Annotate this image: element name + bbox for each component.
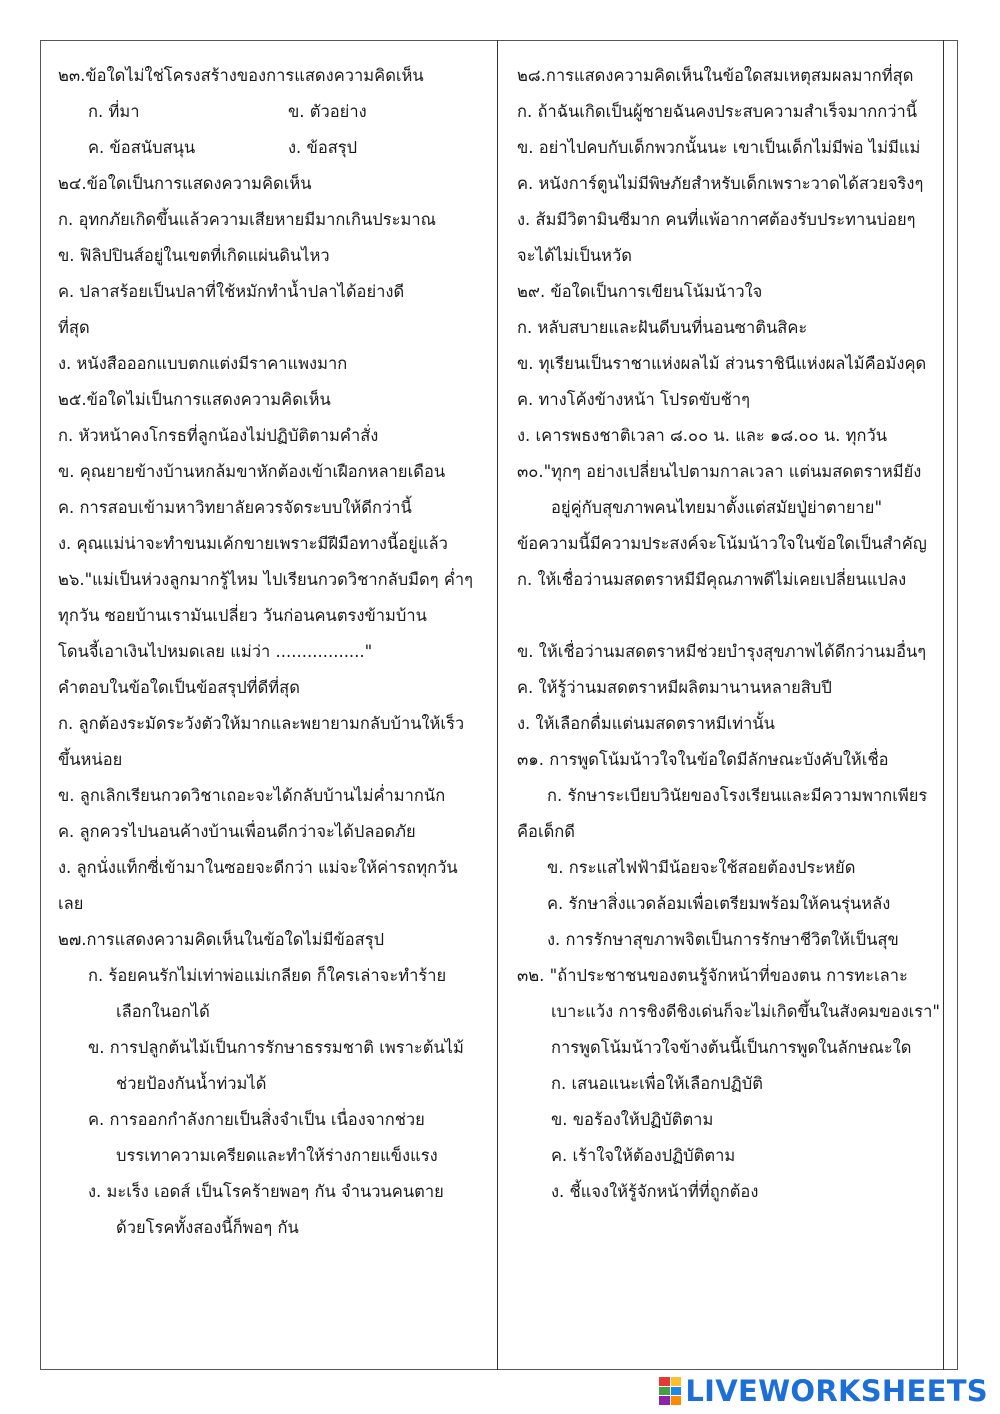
text-line: โดนจี้เอาเงินไปหมดเลย แม่ว่า ................." <box>58 642 373 661</box>
text-line: ก. เสนอแนะเพื่อให้เลือกปฏิบัติ <box>551 1074 763 1093</box>
text-line: ค. ทางโค้งข้างหน้า โปรดขับช้าๆ <box>517 390 750 409</box>
text-line: อยู่คู่กับสุขภาพคนไทยมาตั้งแต่สมัยปู่ย่าตายาย" <box>551 498 883 517</box>
brand-text: LIVEWORKSHEETS <box>685 1374 988 1408</box>
text-line: บรรเทาความเครียดและทำให้ร่างกายแข็งแรง <box>116 1146 438 1165</box>
text-line: ก. ร้อยคนรักไม่เท่าพ่อแม่เกลียด ก็ใครเล่าจะทำร้าย <box>88 966 447 985</box>
question-stem: ๒๓.ข้อใดไม่ใช่โครงสร้างของการแสดงความคิดเห็น <box>58 66 424 85</box>
text-line: ง. ส้มมีวิตามินซีมาก คนที่แพ้อากาศต้องรับประทานบ่อยๆ <box>517 210 916 229</box>
text-line: ข. อย่าไปคบกับเด็กพวกนั้นนะ เขาเป็นเด็กไม่มีพ่อ ไม่มีแม่ <box>517 138 921 157</box>
text-line: ง. เคารพธงชาติเวลา ๘.๐๐ น. และ ๑๘.๐๐ น. ทุกวัน <box>517 426 888 445</box>
text-line: คือเด็กดี <box>517 822 576 841</box>
text-line: ช่วยป้องกันน้ำท่วมได้ <box>116 1074 267 1093</box>
text-line: ข้อความนี้มีความประสงค์จะโน้มน้าวใจในข้อใดเป็นสำคัญ <box>517 534 927 553</box>
text-line: ก. ถ้าฉันเกิดเป็นผู้ชายฉันคงประสบความสำเร็จมากกว่านี้ <box>517 102 918 121</box>
question-stem: ๓๐."ทุกๆ อย่างเปลี่ยนไปตามกาลเวลา แต่นมสดตราหมียัง <box>517 462 922 481</box>
text-line: ง. ชี้แจงให้รู้จักหน้าที่ที่ถูกต้อง <box>551 1182 759 1201</box>
text-line: ข. ทุเรียนเป็นราชาแห่งผลไม้ ส่วนราชินีแห่งผลไม้คือมังคุด <box>517 354 927 373</box>
text-line: ง. หนังสือออกแบบตกแต่งมีราคาแพงมาก <box>58 354 348 373</box>
choice-option: ง. ข้อสรุป <box>288 138 358 157</box>
text-line: ข. การปลูกต้นไม้เป็นการรักษาธรรมชาติ เพราะต้นไม้ <box>88 1038 464 1057</box>
right-column <box>517 58 941 1210</box>
text-line: ขึ้นหน่อย <box>58 750 123 769</box>
text-line: ทุกวัน ซอยบ้านเรามันเปลี่ยว วันก่อนคนตรงข้ามบ้าน <box>58 606 427 625</box>
question-stem: ๒๕.ข้อใดไม่เป็นการแสดงความคิดเห็น <box>58 390 331 409</box>
text-line: คำตอบในข้อใดเป็นข้อสรุปที่ดีที่สุด <box>58 678 300 697</box>
text-line: ค. เร้าใจให้ต้องปฏิบัติตาม <box>551 1146 736 1165</box>
choice-pair <box>58 130 490 166</box>
text-line: ก. หลับสบายและฝันดีบนที่นอนซาตินสิคะ <box>517 318 808 337</box>
liveworksheets-logo-icon <box>659 1377 681 1405</box>
question-stem: ๓๒. "ถ้าประชาชนของตนรู้จักหน้าที่ของตน การทะเลาะ <box>517 966 908 985</box>
text-line: ค. การสอบเข้ามหาวิทยาลัยควรจัดระบบให้ดีกว่านี้ <box>58 498 412 517</box>
text-line: ค. การออกกำลังกายเป็นสิ่งจำเป็น เนื่องจากช่วย <box>88 1110 425 1129</box>
text-line: ข. ให้เชื่อว่านมสดตราหมีช่วยบำรุงสุขภาพได้ดีกว่านมอื่นๆ <box>517 642 927 661</box>
question-stem: ๒๗.การแสดงความคิดเห็นในข้อใดไม่มีข้อสรุป <box>58 930 385 949</box>
text-line: เลย <box>58 894 84 913</box>
question-stem: ๒๙. ข้อใดเป็นการเขียนโน้มน้าวใจ <box>517 282 763 301</box>
choice-option: ก. ที่มา <box>88 102 140 121</box>
question-stem: ๒๖."แม่เป็นห่วงลูกมากรู้ไหม ไปเรียนกวดวิชากลับมืดๆ ค่ำๆ <box>58 570 474 589</box>
text-line: ข. คุณยายข้างบ้านหกล้มขาหักต้องเข้าเฝือกหลายเดือน <box>58 462 446 481</box>
question-stem: ๒๘.การแสดงความคิดเห็นในข้อใดสมเหตุสมผลมากที่สุด <box>517 66 914 85</box>
choice-pair <box>58 94 490 130</box>
text-line: ข. กระแสไฟฟ้ามีน้อยจะใช้สอยต้องประหยัด <box>547 858 856 877</box>
left-column <box>58 58 490 1246</box>
liveworksheets-brand <box>659 1374 988 1408</box>
text-line: ง. มะเร็ง เอดส์ เป็นโรคร้ายพอๆ กัน จำนวนคนตาย <box>88 1182 444 1201</box>
text-line: ที่สุด <box>58 318 90 337</box>
text-line: จะได้ไม่เป็นหวัด <box>517 246 632 265</box>
choice-option: ข. ตัวอย่าง <box>288 102 367 121</box>
text-line: เบาะแว้ง การชิงดีชิงเด่นก็จะไม่เกิดขึ้นในสังคมของเรา" <box>551 1002 940 1021</box>
text-line: ค. หนังการ์ตูนไม่มีพิษภัยสำหรับเด็กเพราะวาดได้สวยจริงๆ <box>517 174 924 193</box>
text-line: ง. ให้เลือกดื่มแต่นมสดตราหมีเท่านั้น <box>517 714 775 733</box>
text-line: ก. หัวหน้าคงโกรธที่ลูกน้องไม่ปฏิบัติตามคำสั่ง <box>58 426 379 445</box>
text-line: ก. อุทกภัยเกิดขึ้นแล้วความเสียหายมีมากเกินประมาณ <box>58 210 436 229</box>
question-stem: ๓๑. การพูดโน้มน้าวใจในข้อใดมีลักษณะบังคับให้เชื่อ <box>517 750 889 769</box>
choice-option: ค. ข้อสนับสนุน <box>88 138 196 157</box>
text-line: เลือกในอกได้ <box>116 1002 210 1021</box>
text-line: ค. ปลาสร้อยเป็นปลาที่ใช้หมักทำน้ำปลาได้อย่างดี <box>58 282 405 301</box>
text-line: ค. ให้รู้ว่านมสดตราหมีผลิตมานานหลายสิบปี <box>517 678 832 697</box>
text-line: ก. ให้เชื่อว่านมสดตราหมีมีคุณภาพดีไม่เคยเปลี่ยนแปลง <box>517 570 907 589</box>
text-line: ง. ลูกนั่งแท็กซี่เข้ามาในซอยจะดีกว่า แม่จะให้ค่ารถทุกวัน <box>58 858 458 877</box>
blank-line <box>517 598 941 634</box>
text-line: ข. ขอร้องให้ปฏิบัติตาม <box>551 1110 714 1129</box>
text-line: ค. ลูกควรไปนอนค้างบ้านเพื่อนดีกว่าจะได้ปลอดภัย <box>58 822 416 841</box>
text-line: ข. ฟิลิปปินส์อยู่ในเขตที่เกิดแผ่นดินไหว <box>58 246 330 265</box>
text-line: ข. ลูกเลิกเรียนกวดวิชาเถอะจะได้กลับบ้านไม่ค่ำมากนัก <box>58 786 446 805</box>
text-line: ด้วยโรคทั้งสองนี้ก็พอๆ กัน <box>116 1218 299 1237</box>
text-line: ก. ลูกต้องระมัดระวังตัวให้มากและพยายามกลับบ้านให้เร็ว <box>58 714 465 733</box>
text-line: ก. รักษาระเบียบวินัยของโรงเรียนและมีความพากเพียร <box>547 786 928 805</box>
text-line: ง. การรักษาสุขภาพจิตเป็นการรักษาชีวิตให้เป็นสุข <box>547 930 899 949</box>
column-divider <box>497 40 498 1370</box>
right-margin-line <box>943 40 944 1370</box>
text-line: การพูดโน้มน้าวใจข้างต้นนี้เป็นการพูดในลักษณะใด <box>551 1038 912 1057</box>
text-line: ค. รักษาสิ่งแวดล้อมเพื่อเตรียมพร้อมให้คนรุ่นหลัง <box>547 894 891 913</box>
question-stem: ๒๔.ข้อใดเป็นการแสดงความคิดเห็น <box>58 174 312 193</box>
text-line: ง. คุณแม่น่าจะทำขนมเค้กขายเพราะมีฝีมือทางนี้อยู่แล้ว <box>58 534 448 553</box>
